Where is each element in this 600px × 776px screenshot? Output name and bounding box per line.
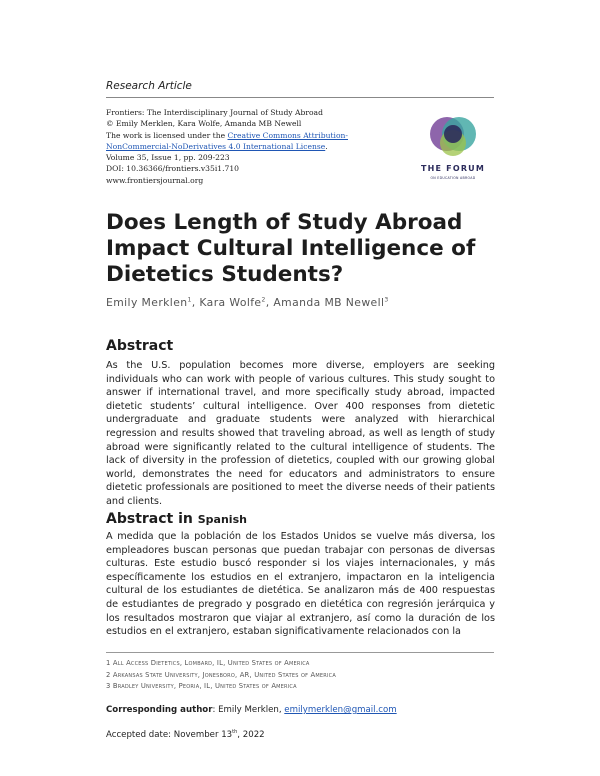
footnote-item: 1 All Access Dietetics, Lombard, IL, United States of America xyxy=(106,659,310,667)
author-email-link[interactable]: emilymerklen@gmail.com xyxy=(284,705,397,715)
journal-name: Frontiers: The Interdisciplinary Journal of Study Abroad xyxy=(106,108,323,117)
doi-line: DOI: 10.36366/frontiers.v35i1.710 xyxy=(106,164,240,174)
spanish-abstract-heading: Abstract in Spanish xyxy=(106,511,247,527)
license-line-2: NonCommercial-NoDerivatives 4.0 International License. xyxy=(106,141,328,151)
spanish-abstract-body: A medida que la población de los Estados Unidos se vuelve más diversa, los empleadores buscan personas que puedan trabajar con personas de diversas culturas. Este estudio buscó responder si los viajes internacionales, y más específicamente los estudios en el extranjero, impactaron en la inteligencia cultural de los estudiantes de dietética. Se analizaron más de 400 respuestas de estudiantes de pregrado y posgrado en dietética con regresión jerárquica y los resultados mostraron que viajar al extranjero, así como la duración de los estudios en el extranjero, estaban significativamente relacionados con la xyxy=(106,531,495,638)
forum-logo-icon xyxy=(420,110,486,164)
author-name: Emily Merklen xyxy=(106,296,188,309)
article-type-label: Research Article xyxy=(106,80,192,92)
author-list: Emily Merklen$^1$, Kara Wolfe$^2$, Amanda MB Newell$^3$ xyxy=(106,296,389,309)
logo-title: THE FORUM xyxy=(420,164,486,173)
author-name: Amanda MB Newell xyxy=(273,296,385,309)
volume-line: Volume 35, Issue 1, pp. 209-223 xyxy=(106,153,230,163)
footnote-item: 2 Arkansas State University, Jonesboro, AR, United States of America xyxy=(106,670,336,679)
license-link[interactable]: Creative Commons Attribution- xyxy=(227,130,348,140)
license-line: The work is licensed under the Creative Commons Attribution- xyxy=(106,130,348,140)
footnote-item: 3 Bradley University, Peoria, IL, United States of America xyxy=(106,682,297,690)
abstract-heading: Abstract xyxy=(106,338,174,354)
copyright-line: © Emily Merklen, Kara Wolfe, Amanda MB Newell xyxy=(106,119,302,129)
logo-subtitle: ON EDUCATION ABROAD xyxy=(430,176,476,180)
header-divider xyxy=(106,97,494,98)
forum-logo xyxy=(420,110,486,194)
corresponding-author: Corresponding author: Emily Merklen, emilymerklen@gmail.com xyxy=(106,705,397,715)
affiliation-footnotes xyxy=(106,658,336,693)
article-title: Does Length of Study Abroad Impact Cultural Intelligence of Dietetics Students? xyxy=(106,210,476,287)
website-line: www.frontiersjournal.org xyxy=(106,175,204,185)
journal-metadata xyxy=(106,107,396,186)
abstract-body: As the U.S. population becomes more diverse, employers are seeking individuals who can work with people of various cultures. This study sought to answer if international travel, and more specifically study abroad, impacted dietetic students’ cultural intelligence. Over 400 responses from dietetic undergraduate and graduate students were analyzed with hierarchical regression and results showed that traveling abroad, as well as length of study abroad were significantly related to the cultural intelligence of students. The lack of diversity in the profession of dietetics, coupled with our growing global world, demonstrates the need for educators and administrators to ensure dietetic professionals are positioned to meet the diverse needs of their patients and clients. xyxy=(106,360,495,507)
author-name: Kara Wolfe xyxy=(199,296,262,309)
license-link-2[interactable]: NonCommercial-NoDerivatives 4.0 International License xyxy=(106,141,326,151)
footnote-divider xyxy=(106,652,494,653)
accepted-date: Accepted date: November 13th, 2022 xyxy=(106,729,265,740)
